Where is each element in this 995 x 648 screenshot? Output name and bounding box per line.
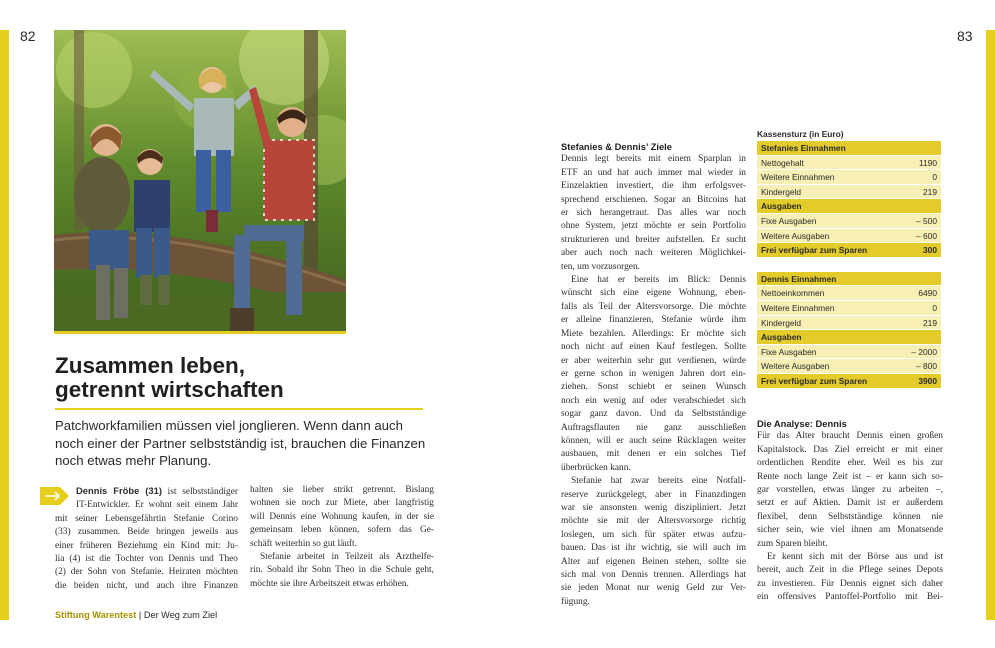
lead-name: Dennis Fröbe (31): [76, 485, 162, 496]
budget-table: [757, 127, 941, 389]
row-value: 300: [923, 245, 937, 256]
body-line: noch ein wenig auf oder verabschiedet sich: [561, 395, 746, 406]
article-intro: [55, 417, 425, 470]
body-line: er gerne schon in wenigen Jahren dort ein-: [561, 368, 746, 379]
body-line: bereit, auch Zeit in die Pflege seines Depots: [757, 565, 943, 576]
table-row: [757, 170, 941, 185]
body-line: er alleine finanzieren, Stefanie würde ihm: [561, 315, 746, 326]
body-line: möchte sie mit der Altersvorsorge richtig: [561, 516, 746, 527]
body-line: ordentlichen Rendite eher. Weil es bis zur: [757, 458, 943, 469]
body-line: flexibel, denn Selbstständige können nie: [757, 511, 943, 522]
body-line: schäft weiterhin so gut läuft.: [250, 538, 358, 549]
page-footer: [55, 610, 217, 620]
body-line: halten sie lieber strikt getrennt. Bislang: [250, 485, 434, 495]
table-section-header: Dennis Einnahmen: [757, 272, 941, 287]
table-total-row: [757, 243, 941, 258]
body-line: IT-Entwickler. Er wohnt seit einem Jahr: [76, 500, 238, 511]
body-line: Einzelaktien investiert, die ihm erfolgsver-: [561, 181, 746, 192]
footer-brand: Stiftung Warentest: [55, 610, 137, 620]
body-line: wünscht sich eine eigene Wohnung, eben-: [561, 288, 746, 299]
intro-line: noch etwas mehr Planung.: [55, 453, 212, 468]
table-total-row: [757, 374, 941, 389]
headline-line-1: Zusammen leben,: [55, 353, 246, 378]
body-line: gemeinsam leben können, sofern das Ge-: [250, 525, 434, 536]
body-line: ETF an und hat auch immer mal wieder in: [561, 167, 746, 178]
row-label: Frei verfügbar zum Sparen: [761, 375, 868, 386]
body-line: zu investieren. Für Dennis eignet sich daher: [757, 578, 943, 589]
body-line: wohnen sie noch zur Miete, aber langfristig: [250, 498, 434, 509]
body-line: möchte sie ihre Arbeitszeit etwas erhöhen.: [250, 578, 409, 589]
row-value: – 2000: [911, 346, 937, 357]
page-number-left: 82: [20, 28, 36, 44]
body-line: gar vorstellen, etwas länger zu arbeiten –,: [757, 485, 943, 496]
body-line: [76, 484, 238, 499]
body-line: ziehen. Sonst schiebt er seinen Wunsch: [561, 382, 746, 393]
table-row: [757, 156, 941, 171]
body-line: war sie ansonsten wenig diszipliniert. Jetzt: [561, 502, 746, 513]
right-edge-bar: [986, 30, 995, 620]
body-line: er sich herangetraut. Das alles war noch: [561, 208, 746, 219]
body-line: Rente noch lange Zeit ist – er kann sich so-: [757, 471, 943, 482]
body-column-c: [561, 140, 746, 609]
body-line: ten, um vorzusorgen.: [561, 261, 640, 272]
body-line: Eine hat er bereits im Blick: Dennis: [571, 275, 746, 286]
row-value: – 800: [916, 361, 937, 372]
body-line: er aber weiterhin sehr gut verdienen, würde: [561, 355, 746, 366]
body-column-d: [757, 417, 943, 605]
intro-line: noch einer der Partner selbstständig ist, brauchen die Finanzen: [55, 435, 426, 451]
row-value: 3900: [918, 375, 937, 386]
body-line: Stefanie arbeitet in Teilzeit als Arzthelfe-: [260, 552, 434, 563]
body-line: falls als Teil der Altersvorsorge. Die möchte: [561, 301, 746, 312]
body-line: sprechend erschienen. Sogar an Bitcoins hat: [561, 194, 746, 205]
headline-line-2: getrennt wirtschaften: [55, 377, 284, 402]
row-value: 6490: [918, 288, 937, 299]
section-heading-analysis: Die Analyse: Dennis: [757, 418, 847, 429]
page-number-right: 83: [957, 28, 973, 44]
body-line: Kapitalstock. Das Ziel erreicht er mit einer: [757, 444, 943, 455]
body-line: mit seiner Lebensgefährtin Stefanie Corino: [55, 513, 238, 524]
row-value: 219: [923, 186, 937, 197]
table-row: [757, 301, 941, 316]
headline-rule: [55, 408, 423, 410]
body-line: sicher sein, wie viel ihnen am Monatsende: [757, 525, 943, 536]
table-row: [757, 185, 941, 200]
row-value: 0: [932, 302, 937, 313]
body-line: bauen. Das ist ihr wichtig, sie will auch im: [561, 543, 746, 554]
body-line: ohne System, jetzt möchte er sein Portfolio: [561, 221, 746, 232]
body-line: ausbauen, mit denen er ein solches Tief: [561, 449, 746, 460]
body-line: setzt er auf Aktien. Damit ist er außerdem: [757, 498, 943, 509]
body-line: zum Sparen bleibt.: [757, 538, 828, 549]
row-label: Fixe Ausgaben: [761, 346, 817, 357]
body-column-a: [55, 484, 238, 593]
body-line: strukturieren und breiter aufstellen. Er sucht: [561, 234, 746, 245]
row-label: Fixe Ausgaben: [761, 215, 817, 226]
body-line: Für das Alter braucht Dennis einen großen: [757, 431, 943, 442]
body-line: fügung.: [561, 596, 590, 607]
body-line: sogar ganz davon. Und da Selbstständige: [561, 409, 746, 420]
table-row: [757, 316, 941, 331]
body-line: lia (4) ist die Tochter von Dennis und Theo: [55, 554, 238, 565]
body-line: ein offensives Pantoffel-Portfolio mit Bei-: [757, 592, 943, 603]
article-headline: [55, 354, 435, 402]
section-heading-goals: Stefanies & Dennis’ Ziele: [561, 141, 672, 152]
row-label: Nettogehalt: [761, 157, 804, 168]
body-line: können, will er auch seine Rücklagen weiter: [561, 435, 746, 446]
row-label: Weitere Ausgaben: [761, 361, 830, 372]
footer-title: Der Weg zum Ziel: [143, 610, 218, 620]
body-line: überbrücken kann.: [561, 462, 631, 473]
body-line: Dennis legt bereits mit einem Sparplan in: [561, 154, 746, 165]
row-value: 1190: [918, 157, 937, 168]
row-value: 0: [932, 172, 937, 183]
body-line: will Dennis eine Wohnung kaufen, in der sie: [250, 511, 434, 522]
row-label: Frei verfügbar zum Sparen: [761, 245, 868, 256]
body-line: Alter auf eigenen Beinen stehen, sollte sie: [561, 556, 746, 567]
table-section-header: Stefanies Einnahmen: [757, 141, 941, 156]
row-label: Kindergeld: [761, 186, 802, 197]
row-label: Weitere Ausgaben: [761, 230, 830, 241]
body-line: sich mal von Dennis trennen. Allerdings hat: [561, 570, 746, 580]
body-line: Stefanie hat zwar bereits eine Notfall-: [571, 476, 746, 487]
body-line: (33) zusammen. Beide bringen jeweils aus: [55, 527, 238, 538]
family-photo-illustration: [54, 30, 346, 333]
body-column-b: [250, 484, 434, 591]
table-section-header: Ausgaben: [757, 199, 941, 214]
body-line: sie jeden Monat nur wenig Geld zur Ver-: [561, 583, 746, 594]
body-line: (2) der Sohn von Stefanie. Heiraten möchten: [55, 567, 238, 578]
body-line: Auftragsflauten nie ganz ausschließen: [561, 422, 746, 433]
table-gap: [757, 258, 941, 272]
family-photo: [54, 30, 346, 333]
body-line: loslegen, um sich für später etwas aufzu-: [561, 529, 746, 540]
left-edge-bar: [0, 30, 9, 620]
row-label: Nettoeinkommen: [761, 288, 825, 299]
table-row: [757, 345, 941, 360]
row-label: Weitere Einnahmen: [761, 302, 835, 313]
body-line: die beiden nicht, und auch ihre Finanzen: [55, 580, 238, 591]
photo-underline: [54, 331, 346, 334]
footer-separator: |: [136, 610, 144, 620]
body-line: einer früheren Beziehung ein Kind mit: Ju-: [55, 540, 238, 551]
arrow-marker-icon: [40, 485, 70, 507]
intro-line: Patchworkfamilien müssen viel jonglieren. Wenn dann auch: [55, 418, 403, 433]
table-title: Kassensturz (in Euro): [757, 129, 844, 139]
table-row: [757, 286, 941, 301]
row-value: – 500: [916, 215, 937, 226]
table-row: [757, 214, 941, 229]
lead-rest: ist selbstständiger: [161, 487, 238, 497]
row-label: Kindergeld: [761, 317, 802, 328]
table-row: [757, 359, 941, 374]
table-section-header: Ausgaben: [757, 330, 941, 345]
body-line: Miete bezahlen. Allerdings: Er möchte sich: [561, 328, 746, 339]
table-row: [757, 229, 941, 244]
body-line: aber auch noch nach weiteren Möglichkei-: [561, 248, 746, 259]
body-line: noch nicht auf einen Kauf festlegen. Sollte: [561, 342, 746, 353]
body-line: rin. Sobald ihr Sohn Theo in die Schule geht,: [250, 565, 434, 576]
row-value: 219: [923, 317, 937, 328]
body-line: Er kennt sich mit der Börse aus und ist: [767, 552, 943, 563]
body-line: reserve zurückgelegt, aber in Finanzdingen: [561, 489, 746, 500]
row-label: Weitere Einnahmen: [761, 172, 835, 183]
row-value: – 600: [916, 230, 937, 241]
